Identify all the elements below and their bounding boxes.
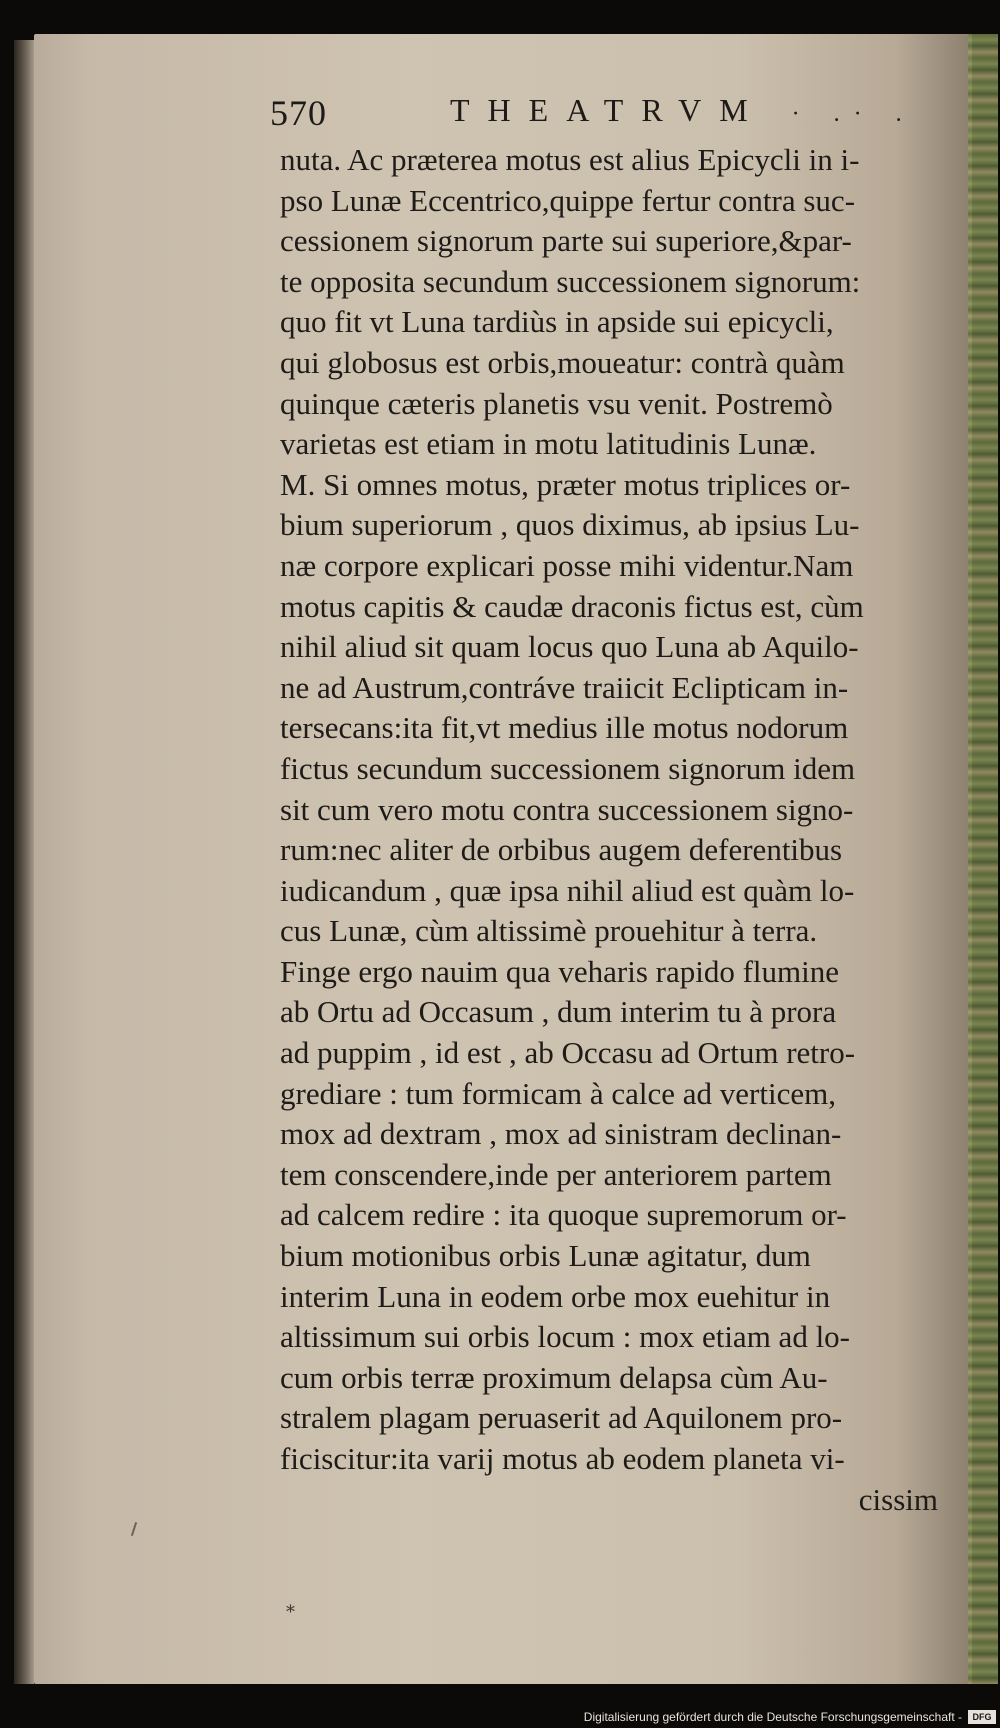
text-line: næ corpore explicari posse mihi videntur.Nam — [280, 547, 854, 583]
text-line: ne ad Austrum,contráve traiicit Eclipticam in- — [280, 669, 849, 705]
text-line: tersecans:ita fit,vt medius ille motus nodorum — [280, 710, 849, 746]
page-number: 570 — [270, 93, 327, 133]
text-line: iudicandum , quæ ipsa nihil aliud est quàm lo- — [280, 872, 855, 908]
body-text — [280, 140, 950, 1520]
text-line: fictus secundum successionem signorum idem — [280, 750, 856, 786]
text-line: ad puppim , id est , ab Occasu ad Ortum retro- — [280, 1035, 856, 1071]
ink-mark: ⁎ — [286, 1596, 295, 1616]
page-header — [270, 92, 960, 136]
text-line: bium motionibus orbis Lunæ agitatur, dum — [280, 1238, 811, 1274]
text-line: cum orbis terræ proximum delapsa cùm Au- — [280, 1359, 828, 1395]
text-line: ad calcem redire : ita quoque supremorum or- — [280, 1197, 847, 1233]
text-line: sit cum vero motu contra successionem signo- — [280, 791, 854, 827]
catchword: cissim — [858, 1481, 938, 1517]
text-line: ab Ortu ad Occasum , dum interim tu à prora — [280, 994, 837, 1030]
digitization-credit: Digitalisierung gefördert durch die Deutsche Forschungsgemeinschaft - — [583, 1710, 962, 1724]
book-gutter-edge — [14, 40, 34, 1684]
text-line: te opposita secundum successionem signorum: — [280, 263, 861, 299]
color-calibration-strip — [968, 34, 998, 1684]
text-line: quo fit vt Luna tardiùs in apside sui epicycli, — [280, 304, 834, 340]
text-line: stralem plagam peruaserit ad Aquilonem pro- — [280, 1400, 843, 1436]
text-line: tem conscendere,inde per anteriorem partem — [280, 1156, 832, 1192]
text-line: mox ad dextram , mox ad sinistram declinan- — [280, 1116, 842, 1152]
dfg-logo: DFG — [968, 1710, 996, 1724]
text-line: Finge ergo nauim qua veharis rapido flumine — [280, 953, 840, 989]
text-line: M. Si omnes motus, præter motus triplices or- — [280, 466, 851, 502]
running-title — [450, 92, 916, 129]
text-line: cus Lunæ, cùm altissimè prouehitur à terra. — [280, 913, 818, 949]
text-line: quinque cæteris planetis vsu venit. Postremò — [280, 385, 833, 421]
text-line: ficiscitur:ita varij motus ab eodem planeta vi- — [280, 1441, 845, 1476]
text-line: motus capitis & caudæ draconis fictus est, cùm — [280, 588, 864, 624]
text-line: rum:nec aliter de orbibus augem deferentibus — [280, 832, 843, 868]
text-line: nuta. Ac præterea motus est alius Epicycli in i- — [280, 142, 860, 177]
running-title-text: THEATRVM — [450, 92, 766, 128]
running-title-ornament: · .· . — [791, 101, 916, 127]
text-line: qui globosus est orbis,moueatur: contrà quàm — [280, 344, 845, 380]
text-line: bium superiorum , quos diximus, ab ipsius Lu- — [280, 507, 860, 543]
text-line: altissimum sui orbis locum : mox etiam ad lo- — [280, 1319, 851, 1355]
text-line: varietas est etiam in motu latitudinis Lunæ. — [280, 426, 817, 462]
text-line: cessionem signorum parte sui superiore,&par- — [280, 223, 852, 259]
text-line: interim Luna in eodem orbe mox euehitur in — [280, 1278, 831, 1314]
text-line: grediare : tum formicam à calce ad verticem, — [280, 1075, 836, 1111]
text-line: pso Lunæ Eccentrico,quippe fertur contra suc- — [280, 182, 856, 218]
text-line: nihil aliud sit quam locus quo Luna ab Aquilo- — [280, 629, 859, 665]
